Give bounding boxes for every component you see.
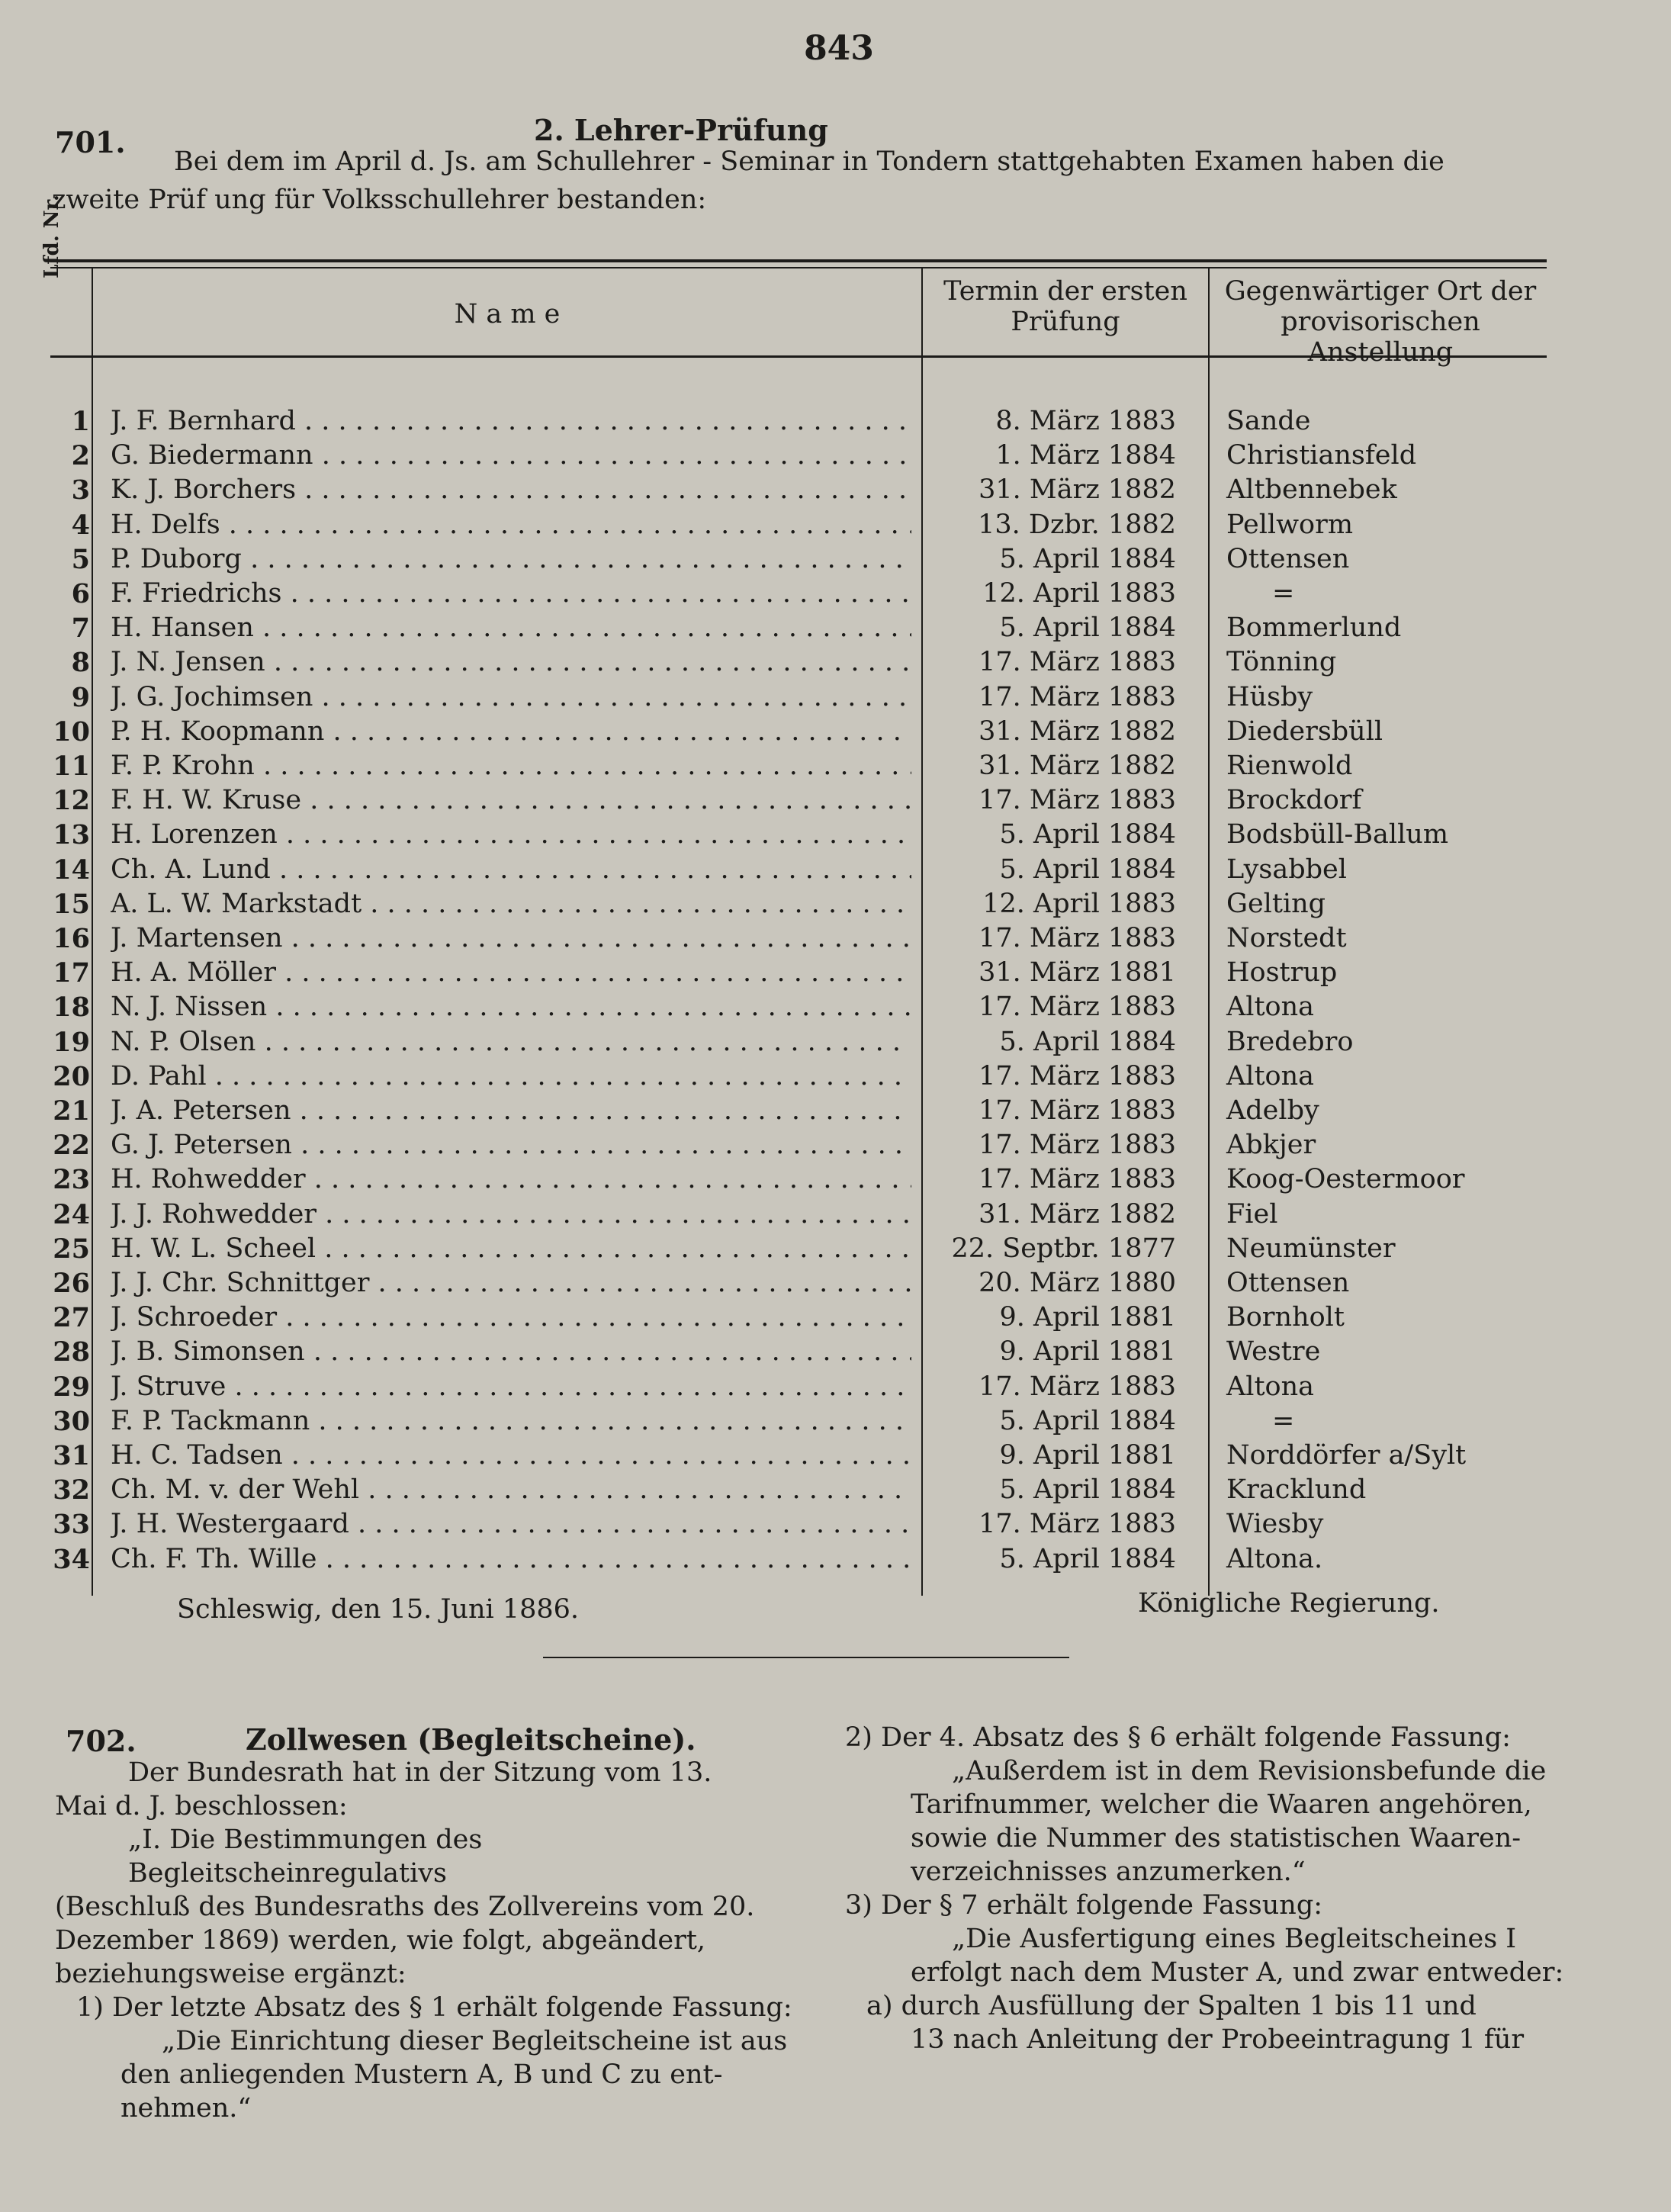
row-number: 15 (53, 888, 90, 920)
table-row (0, 404, 1671, 439)
row-place: Wiesby (1226, 1509, 1324, 1540)
row-number: 8 (71, 647, 90, 679)
row-exam-date: 9. April 1881 (999, 1302, 1176, 1333)
row-exam-date: 9. April 1881 (999, 1336, 1176, 1368)
row-name: Ch. F. Th. Wille . . . (111, 1542, 911, 1577)
row-name: J. Martensen . . . (111, 921, 911, 956)
row-exam-date: 17. März 1883 (978, 1060, 1176, 1092)
header-place-line2: provisorischen Anstellung (1281, 307, 1480, 368)
row-name: J. Struve . . . (111, 1370, 911, 1404)
row-name: D. Pahl . . . (111, 1059, 911, 1094)
article-number-702: 702. (66, 1724, 137, 1758)
row-place: Christiansfeld (1226, 440, 1417, 471)
row-name: Ch. A. Lund . . . (111, 853, 911, 887)
article-702-left-column (55, 1756, 802, 2125)
row-exam-date: 22. Septbr. 1877 (951, 1233, 1176, 1264)
row-exam-date: 5. April 1884 (999, 1474, 1176, 1506)
table-row (0, 611, 1671, 645)
row-exam-date: 31. März 1882 (978, 474, 1176, 506)
row-number: 7 (71, 612, 90, 645)
row-exam-date: 8. März 1883 (995, 406, 1176, 436)
row-exam-date: 5. April 1884 (999, 543, 1176, 574)
row-exam-date: 5. April 1884 (999, 1405, 1176, 1436)
text-line: Der Bundesrath hat in der Sitzung vom 13. (128, 1757, 712, 1788)
text-line: 3) Der § 7 erhält folgende Fassung: (845, 1890, 1323, 1921)
row-name: N. P. Olsen . . . (111, 1025, 911, 1059)
article-heading-702: Zollwesen (Begleitscheine). (246, 1722, 696, 1757)
row-place: Altbennebek (1226, 474, 1397, 506)
table-row (0, 1266, 1671, 1301)
text-line: „I. Die Bestimmungen des Begleitscheinregulativs (128, 1825, 483, 1889)
row-number: 12 (53, 785, 90, 817)
row-name: H. C. Tadsen . . . (111, 1439, 911, 1473)
table-row (0, 990, 1671, 1024)
table-row (0, 956, 1671, 990)
intro-line-2: zweite Prüf ung für Volksschullehrer bestanden: (52, 185, 707, 215)
text-line: beziehungsweise ergänzt: (55, 1959, 407, 1989)
row-place: Adelby (1226, 1095, 1319, 1126)
text-line: „Die Ausfertigung eines Begleitscheines I (952, 1924, 1517, 1954)
header-lfd-nr: Lfd. Nr. (40, 195, 63, 278)
text-line: a) durch Ausfüllung der Spalten 1 bis 11 und (866, 1991, 1477, 2021)
row-place: Pellworm (1226, 509, 1354, 540)
row-number: 10 (53, 715, 90, 748)
table-row (0, 1542, 1671, 1577)
table-row (0, 680, 1671, 715)
row-exam-date: 13. Dzbr. 1882 (978, 509, 1176, 540)
row-name: P. Duborg . . . (111, 542, 911, 577)
row-name: K. J. Borchers . . . (111, 473, 911, 507)
row-number: 34 (53, 1543, 90, 1575)
signature: Königliche Regierung. (1138, 1588, 1440, 1619)
table-row (0, 1439, 1671, 1473)
row-number: 19 (53, 1026, 90, 1058)
row-name: P. H. Koopmann . . . (111, 715, 911, 749)
row-exam-date: 17. März 1883 (978, 1095, 1176, 1126)
row-number: 24 (53, 1198, 90, 1230)
row-place: Altona. (1226, 1543, 1323, 1574)
text-line: den anliegenden Mustern A, B und C zu ent- (121, 2059, 723, 2090)
row-name: J. B. Simonsen . . . (111, 1335, 911, 1369)
row-name: F. Friedrichs . . . (111, 577, 911, 611)
row-number: 32 (53, 1474, 90, 1506)
row-name: Ch. M. v. der Wehl . . . (111, 1473, 911, 1507)
table-row (0, 1301, 1671, 1335)
row-exam-date: 17. März 1883 (978, 681, 1176, 712)
row-place: Tönning (1226, 647, 1337, 678)
table-row (0, 1370, 1671, 1404)
row-number: 33 (53, 1509, 90, 1541)
table-row (0, 1059, 1671, 1094)
row-place: Bornholt (1226, 1302, 1345, 1333)
row-name: J. Schroeder . . . (111, 1301, 911, 1335)
article-number-701: 701. (55, 125, 126, 159)
row-name: F. H. W. Kruse . . . (111, 783, 911, 818)
row-number: 23 (53, 1164, 90, 1196)
row-number: 4 (71, 509, 90, 541)
row-number: 25 (53, 1233, 90, 1265)
row-place: Fiel (1226, 1198, 1278, 1230)
row-place: Norddörfer a/Sylt (1226, 1440, 1467, 1471)
text-line: 13 nach Anleitung der Probeeintragung 1 für (911, 2024, 1525, 2055)
table-row (0, 542, 1671, 577)
row-name: J. N. Jensen . . . (111, 645, 911, 680)
row-number: 6 (71, 578, 90, 609)
row-exam-date: 5. April 1884 (999, 819, 1176, 850)
row-exam-date: 31. März 1881 (978, 957, 1176, 989)
row-name: A. L. W. Markstadt . . . (111, 887, 911, 921)
row-number: 21 (53, 1095, 90, 1127)
row-number: 11 (53, 751, 90, 782)
row-name: J. G. Jochimsen . . . (111, 680, 911, 715)
row-name: J. J. Chr. Schnittger . . . (111, 1266, 911, 1301)
row-number: 28 (53, 1336, 90, 1368)
text-line: Dezember 1869) werden, wie folgt, abgeändert, (55, 1925, 706, 1956)
row-name: H. Hansen . . . (111, 611, 911, 645)
header-place-line1: Gegenwärtiger Ort der (1224, 276, 1537, 307)
table-row (0, 1507, 1671, 1542)
table-row (0, 508, 1671, 542)
row-exam-date: 12. April 1883 (982, 888, 1176, 919)
row-name: H. Rohwedder . . . (111, 1162, 911, 1197)
table-row (0, 1404, 1671, 1439)
row-number: 2 (71, 440, 90, 472)
text-line: sowie die Nummer des statistischen Waaren- (911, 1823, 1522, 1854)
table-row (0, 921, 1671, 956)
row-number: 30 (53, 1405, 90, 1437)
row-place: Sande (1226, 406, 1311, 436)
article-702-right-column (845, 1721, 1615, 2056)
row-exam-date: 31. März 1882 (978, 715, 1176, 747)
row-place: Neumünster (1226, 1233, 1396, 1264)
table-row (0, 1335, 1671, 1369)
table-row (0, 1128, 1671, 1162)
table-row (0, 645, 1671, 680)
header-date-line2: Prüfung (1011, 307, 1120, 337)
row-number: 9 (71, 681, 90, 713)
table-row (0, 1473, 1671, 1507)
intro-line-1: Bei dem im April d. Js. am Schullehrer - Seminar in Tondern stattgehabten Examen haben die (174, 146, 1444, 177)
header-name: N a m e (454, 299, 561, 330)
row-exam-date: 17. März 1883 (978, 1509, 1176, 1540)
section-divider (543, 1657, 1069, 1658)
row-place: Brockdorf (1226, 785, 1362, 816)
table-row (0, 887, 1671, 921)
table-row (0, 1025, 1671, 1059)
row-number: 31 (53, 1440, 90, 1471)
text-line: verzeichnisses anzumerken.“ (911, 1857, 1306, 1887)
row-place: Altona (1226, 992, 1315, 1023)
row-exam-date: 12. April 1883 (982, 578, 1176, 609)
page-number: 843 (804, 29, 874, 68)
row-place: Bodsbüll-Ballum (1226, 819, 1449, 850)
row-place: Abkjer (1226, 1130, 1316, 1161)
row-name: H. Lorenzen . . . (111, 818, 911, 852)
table-row (0, 749, 1671, 783)
row-place: Gelting (1226, 888, 1326, 919)
row-name: F. P. Krohn . . . (111, 749, 911, 783)
row-number: 22 (53, 1130, 90, 1162)
row-name: J. A. Petersen . . . (111, 1094, 911, 1128)
row-place: Norstedt (1226, 923, 1347, 953)
table-row (0, 715, 1671, 749)
row-number: 16 (53, 923, 90, 954)
header-date-line1: Termin der ersten (943, 276, 1187, 307)
row-exam-date: 31. März 1882 (978, 1198, 1176, 1230)
row-place: Kracklund (1226, 1474, 1367, 1506)
row-place: = (1272, 578, 1295, 609)
row-place: Hostrup (1226, 957, 1338, 989)
row-place: Bommerlund (1226, 612, 1402, 644)
row-exam-date: 17. März 1883 (978, 647, 1176, 678)
text-line: „Die Einrichtung dieser Begleitscheine ist aus (162, 2026, 788, 2056)
table-row (0, 783, 1671, 818)
row-place: Westre (1226, 1336, 1321, 1368)
row-place: Diedersbüll (1226, 715, 1383, 747)
row-name: J. J. Rohwedder . . . (111, 1198, 911, 1232)
row-name: N. J. Nissen . . . (111, 990, 911, 1024)
table-row (0, 853, 1671, 887)
row-name: H. Delfs . . . (111, 508, 911, 542)
row-place: Altona (1226, 1371, 1315, 1402)
row-name: G. J. Petersen . . . (111, 1128, 911, 1162)
row-number: 13 (53, 819, 90, 851)
row-exam-date: 5. April 1884 (999, 854, 1176, 885)
row-place: Koog-Oestermoor (1226, 1164, 1465, 1195)
text-line: 2) Der 4. Absatz des § 6 erhält folgende Fassung: (845, 1722, 1511, 1753)
row-place: Bredebro (1226, 1026, 1354, 1057)
row-number: 14 (53, 854, 90, 886)
row-place: = (1272, 1405, 1295, 1436)
row-name: H. W. L. Scheel . . . (111, 1232, 911, 1266)
row-number: 18 (53, 992, 90, 1024)
table-row (0, 439, 1671, 473)
row-exam-date: 31. März 1882 (978, 751, 1176, 781)
row-exam-date: 1. März 1884 (995, 440, 1176, 471)
table-top-rule (50, 259, 1547, 262)
row-number: 26 (53, 1268, 90, 1299)
table-row (0, 1232, 1671, 1266)
row-exam-date: 17. März 1883 (978, 992, 1176, 1023)
row-exam-date: 17. März 1883 (978, 923, 1176, 953)
text-line: (Beschluß des Bundesraths des Zollvereins vom 20. (55, 1892, 755, 1922)
table-top-rule-thin (50, 267, 1547, 268)
table-row (0, 1198, 1671, 1232)
table-row (0, 1094, 1671, 1128)
text-line: „Außerdem ist in dem Revisionsbefunde die (952, 1756, 1547, 1786)
row-exam-date: 17. März 1883 (978, 1371, 1176, 1402)
row-exam-date: 9. April 1881 (999, 1440, 1176, 1471)
row-name: J. F. Bernhard . . . (111, 404, 911, 439)
row-number: 1 (71, 406, 90, 437)
row-exam-date: 17. März 1883 (978, 1164, 1176, 1195)
row-place: Altona (1226, 1060, 1315, 1092)
row-place: Ottensen (1226, 1268, 1350, 1298)
row-place: Lysabbel (1226, 854, 1347, 885)
row-place: Ottensen (1226, 543, 1350, 574)
row-number: 3 (71, 474, 90, 506)
text-line: Mai d. J. beschlossen: (55, 1791, 348, 1821)
row-exam-date: 5. April 1884 (999, 1543, 1176, 1574)
article-heading-701: 2. Lehrer-Prüfung (534, 113, 828, 147)
table-row (0, 818, 1671, 852)
text-line: nehmen.“ (121, 2093, 252, 2124)
row-number: 29 (53, 1371, 90, 1403)
row-name: G. Biedermann . . . (111, 439, 911, 473)
text-line: 1) Der letzte Absatz des § 1 erhält folgende Fassung: (76, 1992, 792, 2023)
row-name: F. P. Tackmann . . . (111, 1404, 911, 1439)
row-place: Rienwold (1226, 751, 1353, 781)
table-row (0, 577, 1671, 611)
text-line: Tarifnummer, welcher die Waaren angehören, (911, 1789, 1532, 1820)
table-row (0, 473, 1671, 507)
row-number: 5 (71, 543, 90, 575)
row-exam-date: 17. März 1883 (978, 1130, 1176, 1161)
row-exam-date: 5. April 1884 (999, 612, 1176, 644)
row-number: 27 (53, 1302, 90, 1334)
row-name: J. H. Westergaard . . . (111, 1507, 911, 1542)
row-exam-date: 20. März 1880 (978, 1268, 1176, 1298)
row-number: 17 (53, 957, 90, 989)
text-line: erfolgt nach dem Muster A, und zwar entweder: (911, 1957, 1564, 1988)
row-name: H. A. Möller . . . (111, 956, 911, 990)
row-number: 20 (53, 1060, 90, 1092)
table-row (0, 1162, 1671, 1197)
row-place: Hüsby (1226, 681, 1313, 712)
row-exam-date: 5. April 1884 (999, 1026, 1176, 1057)
row-exam-date: 17. März 1883 (978, 785, 1176, 816)
place-date: Schleswig, den 15. Juni 1886. (177, 1594, 579, 1625)
